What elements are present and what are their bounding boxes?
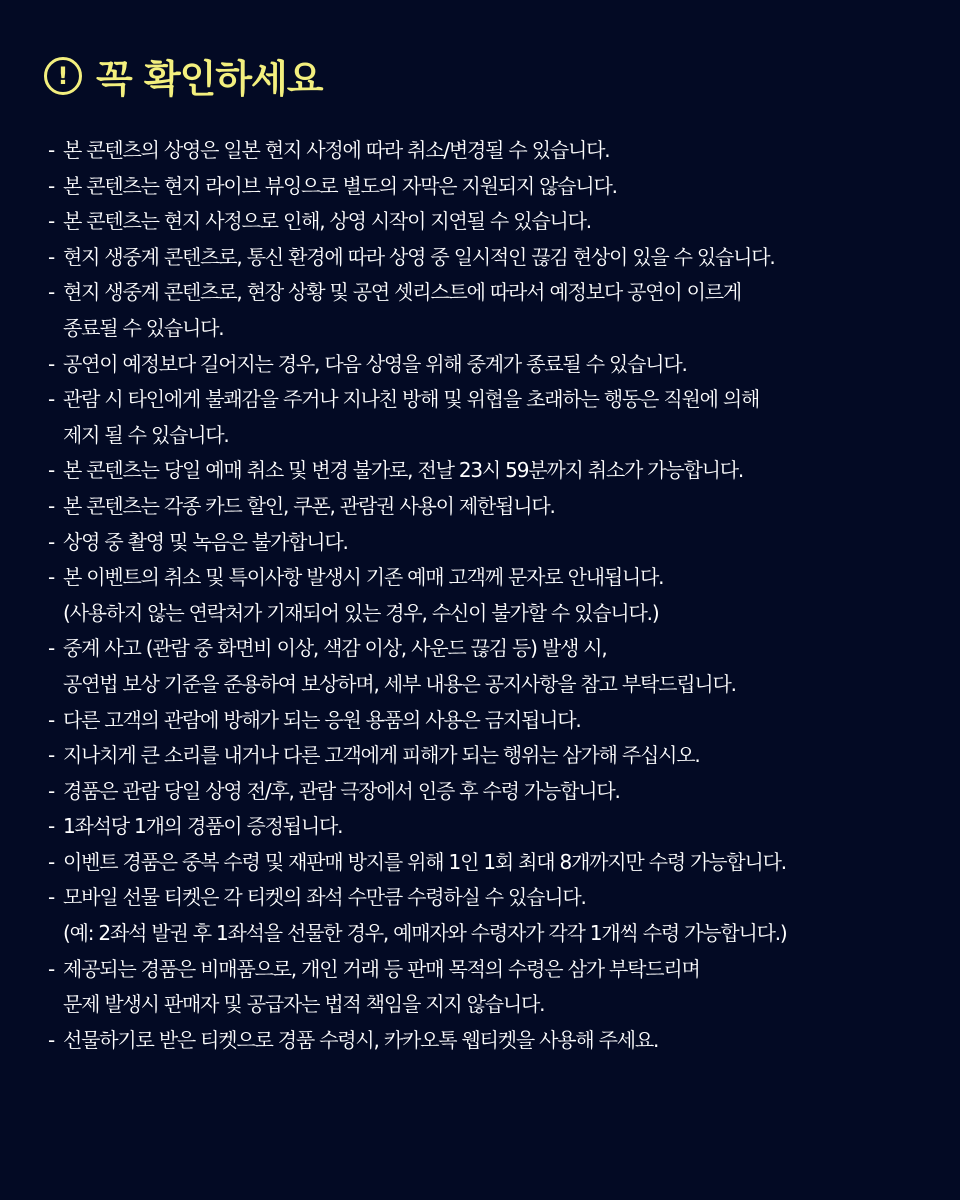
- notice-line: 제지 될 수 있습니다.: [63, 422, 229, 447]
- bullet-dash: -: [48, 1027, 55, 1052]
- notice-line: 상영 중 촬영 및 녹음은 불가합니다.: [63, 529, 348, 554]
- notice-line: 경품은 관람 당일 상영 전/후, 관람 극장에서 인증 후 수령 가능합니다.: [63, 778, 620, 803]
- notice-item: [48, 453, 948, 489]
- notice-text: [63, 204, 591, 240]
- notice-line: (사용하지 않는 연락처가 기재되어 있는 경우, 수신이 불가할 수 있습니다.): [63, 600, 659, 625]
- notice-line: 이벤트 경품은 중복 수령 및 재판매 방지를 위해 1인 1회 최대 8개까지만 수령 가능합니다.: [63, 849, 786, 874]
- notice-line: 본 이벤트의 취소 및 특이사항 발생시 기존 예매 고객께 문자로 안내됩니다.: [63, 565, 664, 590]
- notice-item: [48, 382, 948, 453]
- bullet-dash: -: [48, 956, 55, 981]
- notice-line: 본 콘텐츠는 당일 예매 취소 및 변경 불가로, 전날 23시 59분까지 취소가 가능합니다.: [63, 458, 744, 483]
- notice-line: 현지 생중계 콘텐츠로, 통신 환경에 따라 상영 중 일시적인 끊김 현상이 있을 수 있습니다.: [63, 244, 775, 269]
- notice-line: 1좌석당 1개의 경품이 증정됩니다.: [63, 814, 343, 839]
- notice-item: [48, 275, 948, 346]
- notice-line: 본 콘텐츠는 현지 라이브 뷰잉으로 별도의 자막은 지원되지 않습니다.: [63, 173, 617, 198]
- notice-line: 관람 시 타인에게 불쾌감을 주거나 지나친 방해 및 위협을 초래하는 행동은 직원에 의해: [63, 387, 760, 412]
- notice-item: [48, 240, 948, 276]
- notice-line: 제공되는 경품은 비매품으로, 개인 거래 등 판매 목적의 수령은 삼가 부탁드리며: [63, 956, 700, 981]
- notice-text: [63, 560, 663, 631]
- notice-item: [48, 845, 948, 881]
- bullet-dash: -: [48, 707, 55, 732]
- notice-line: 선물하기로 받은 티켓으로 경품 수령시, 카카오톡 웹티켓을 사용해 주세요.: [63, 1027, 659, 1052]
- bullet-dash: -: [48, 849, 55, 874]
- bullet-dash: -: [48, 493, 55, 518]
- notice-item: [48, 1023, 948, 1059]
- notice-item: [48, 204, 948, 240]
- notice-line: (예: 2좌석 발권 후 1좌석을 선물한 경우, 예매자와 수령자가 각각 1개씩 수령 가능합니다.): [63, 921, 787, 946]
- notice-item: [48, 738, 948, 774]
- bullet-dash: -: [48, 209, 55, 234]
- notice-line: 문제 발생시 판매자 및 공급자는 법적 책임을 지지 않습니다.: [63, 992, 545, 1017]
- notice-item: [48, 525, 948, 561]
- notice-line: 현지 생중계 콘텐츠로, 현장 상황 및 공연 셋리스트에 따라서 예정보다 공연이 이르게: [63, 280, 741, 305]
- bullet-dash: -: [48, 351, 55, 376]
- page-title: 꼭 확인하세요: [96, 57, 323, 101]
- notice-text: [63, 169, 617, 205]
- notice-text: [63, 382, 759, 453]
- notice-list: [48, 133, 948, 1058]
- bullet-dash: -: [48, 280, 55, 305]
- bullet-dash: -: [48, 814, 55, 839]
- notice-line: 모바일 선물 티켓은 각 티켓의 좌석 수만큼 수령하실 수 있습니다.: [63, 885, 586, 910]
- notice-text: [63, 1023, 658, 1059]
- notice-header: [44, 48, 322, 103]
- notice-text: [63, 240, 775, 276]
- bullet-dash: -: [48, 743, 55, 768]
- notice-item: [48, 133, 948, 169]
- notice-line: 본 콘텐츠는 각종 카드 할인, 쿠폰, 관람권 사용이 제한됩니다.: [63, 493, 555, 518]
- bullet-dash: -: [48, 565, 55, 590]
- notice-item: [48, 631, 948, 702]
- notice-text: [63, 880, 786, 951]
- notice-item: [48, 774, 948, 810]
- notice-line: 공연법 보상 기준을 준용하여 보상하며, 세부 내용은 공지사항을 참고 부탁드립니다.: [63, 671, 736, 696]
- notice-text: [63, 631, 736, 702]
- notice-text: [63, 275, 741, 346]
- notice-text: [63, 347, 687, 383]
- bullet-dash: -: [48, 529, 55, 554]
- notice-text: [63, 952, 700, 1023]
- notice-item: [48, 952, 948, 1023]
- notice-text: [63, 845, 786, 881]
- bullet-dash: -: [48, 387, 55, 412]
- bullet-dash: -: [48, 885, 55, 910]
- notice-text: [63, 133, 609, 169]
- bullet-dash: -: [48, 244, 55, 269]
- bullet-dash: -: [48, 173, 55, 198]
- exclamation-circle-icon: !: [44, 57, 82, 95]
- notice-text: [63, 453, 743, 489]
- notice-text: [63, 738, 700, 774]
- bullet-dash: -: [48, 458, 55, 483]
- bullet-dash: -: [48, 138, 55, 162]
- notice-line: 지나치게 큰 소리를 내거나 다른 고객에게 피해가 되는 행위는 삼가해 주십시오.: [63, 743, 700, 768]
- bullet-dash: -: [48, 778, 55, 803]
- notice-item: [48, 169, 948, 205]
- notice-text: [63, 774, 620, 810]
- notice-text: [63, 703, 581, 739]
- notice-item: [48, 809, 948, 845]
- notice-line: 본 콘텐츠는 현지 사정으로 인해, 상영 시작이 지연될 수 있습니다.: [63, 209, 591, 234]
- notice-text: [63, 809, 342, 845]
- notice-text: [63, 489, 555, 525]
- notice-item: [48, 703, 948, 739]
- notice-line: 공연이 예정보다 길어지는 경우, 다음 상영을 위해 중계가 종료될 수 있습니다.: [63, 351, 687, 376]
- notice-text: [63, 525, 348, 561]
- bullet-dash: -: [48, 636, 55, 661]
- notice-item: [48, 489, 948, 525]
- notice-line: 다른 고객의 관람에 방해가 되는 응원 용품의 사용은 금지됩니다.: [63, 707, 581, 732]
- notice-line: 중계 사고 (관람 중 화면비 이상, 색감 이상, 사운드 끊김 등) 발생 시,: [63, 636, 607, 661]
- notice-item: [48, 347, 948, 383]
- notice-item: [48, 880, 948, 951]
- notice-item: [48, 560, 948, 631]
- notice-line: 종료될 수 있습니다.: [63, 315, 224, 340]
- notice-line: 본 콘텐츠의 상영은 일본 현지 사정에 따라 취소/변경될 수 있습니다.: [63, 138, 610, 162]
